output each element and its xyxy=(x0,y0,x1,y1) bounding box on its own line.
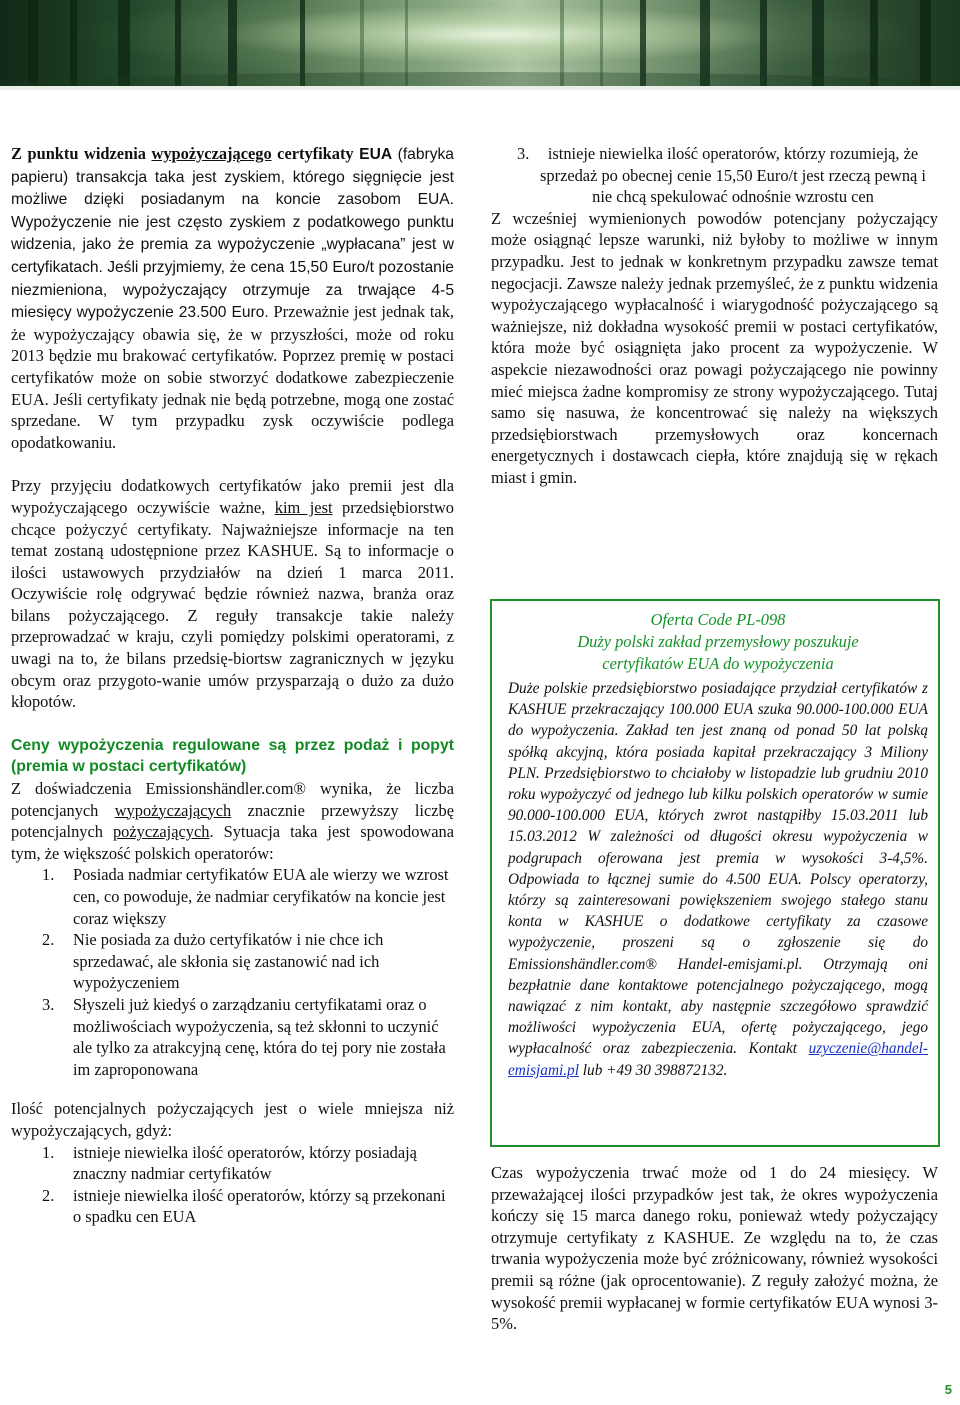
paragraph-text-end: Przeważnie jest jednak tak, że wypożyczający obawia się, że w przyszłości, może od roku 2013 będzie mu brakować certyfikatów. Poprzez premię w postaci certyfikatów może on sobie stworzyć dodatkowe zabezpieczenie EUA. Jeśli certyfikaty jednak nie będą potrzebne, mogą one zostać sprzedane. W tym przypadku zysk oczywiście podlega opodatkowaniu. xyxy=(11,302,454,452)
list-text: istnieje niewielka ilość operatorów, którzy rozumieją, że sprzedaż po obecnej cenie 15,50 Euro/t jest rzeczą pewną i nie chcą spekulować odnośnie wzrostu cen xyxy=(540,144,926,207)
list-item xyxy=(11,1185,454,1228)
paragraph-negotiation: Z wcześniej wymienionych powodów potencjany pożyczający może osiągnąć lepsze warunki, niż byłoby to możliwe w innym przypadku. Jest to jednak w konkretnym przypadku zawsze temat negocjacji. Zawsze należy jednak przemyśleć, że z punktu widzenia wypożyczającego wypłacalność i wiarygodność pożyczającego są ważniejsze, niż dokładna wysokość premii w postaci certyfikatów, która może być osiągnięta jako procent za wypożyczenie. W aspekcie niezawodności oraz powagi pożyczającego nie powinny mieć miejsca żadne kompromisy ze strony wypożyczającego. Tutaj samo się nasuwa, że koncentrować się należy na większych przedsiębiorstwach przemysłowych oraz koncernach energetycznych i dostawcach ciepła, które znajdują się w rękach miast i gmin. xyxy=(491,208,938,487)
offer-text: Duże polskie przedsiębiorstwo posiadające przydział certyfikatów z KASHUE przekraczający 100.000 EUA szuka 90.000-100.000 EUA do wypożyczenia. Zakład ten jest znaną od ponad 50 lat polską spółką akcyjną, która posiada kapitał przekraczający 3 Miliony PLN. Przedsiębiorstwo to chciałoby w listopadzie lub grudniu 2010 roku wypożyczyć od jednego lub kilku polskich operatorów w sumie 90.000-100.000 EUA, których zwrot nastąpiłby 15.03.2011 lub 15.03.2012 W zależności od długości okresu wypożyczenia w podgrupach oferowana jest premia w wysokości 3-4,5%. Odpowiada to łącznej sumie do 4.500 EUA. Polscy operatorzy, którzy są zainteresowani powiększeniem swojego stałego stanu konta w KASHUE o dodatkowe certyfikaty za czasowe wypożyczenie, proszeni są o zgłoszenie się do Emissionshändler.com® Handel-emisjami.pl. Otrzymają oni bezpłatnie dane kontaktowe potencjalnego pożyczającego, mogą nawiązać z nim kontakt, aby następnie szczegółowo sprawdzić możliwości wypożyczenia EUA, ofertę pożyczającego, jego wypłacalność oraz zabezpieczenia. Kontakt xyxy=(508,680,928,1058)
offer-subtitle: Duży polski zakład przemysłowy poszukuje xyxy=(577,632,859,651)
section-heading: Ceny wypożyczenia regulowane są przez podaż i popyt (premia w postaci certyfikatów) xyxy=(11,736,454,776)
forest-banner-image xyxy=(0,0,960,86)
list-number: 1. xyxy=(42,865,55,885)
list-number: 2. xyxy=(42,1185,55,1205)
list-text: Słyszeli już kiedyś o zarządzaniu certyfikatami oraz o możliwościach wypożyczenia, są też skłonni to uczynić ale tylko za atrakcyjną cenę, która do tej pory nie została im zaproponowana xyxy=(73,994,446,1079)
list-text: Nie posiada za dużo certyfikatów i nie chce ich sprzedawać, ale skłonia się zastanowić nad ich wypożyczeniem xyxy=(73,930,384,993)
forest-trees-graphic xyxy=(0,0,960,86)
paragraph-lender-perspective xyxy=(11,143,454,453)
paragraph-borrowers-fewer: Ilość potencjalnych pożyczających jest o wiele mniejsza niż wypożyczających, gdyż: xyxy=(11,1099,454,1140)
borrower-reasons-list xyxy=(11,1142,454,1228)
list-item xyxy=(11,864,454,929)
left-column xyxy=(11,143,454,1228)
paragraph-lending-duration: Czas wypożyczenia trwać może od 1 do 24 miesięcy. W przeważającej ilości przypadków jest tak, że okres wypożyczenia kończy się 15 marca danego roku, ponieważ wtedy pożyczający otrzymuje certyfikaty z KASHUE. Ze względu na to, że czas trwania wypożyczenia może być zróżnicowany, również wysokości premii są różne (jak oprocentowanie). Z reguły założyć można, że wysokość premii wypłacanej w formie certyfikatów EUA wynosi 3-5%. xyxy=(491,1163,938,1334)
underlined-text: wypożyczających xyxy=(114,800,232,820)
paragraph-text: Najważniejsze informacje na ten temat zostaną udostępnione przez KASHUE. Są to informacje o ilości ustawowych przydziałów na dzień 1 marca 2011. Oczywiście rolę odgrywać będzie również nazwa, branża oraz bilans pożyczającego. Z reguły transakcje takie należy przeprowadzać w kraju, czyli pomiędzy polskimi operatorami, z uwagi na to, że bilans przedsię-biortsw zagranicznych w języku obcym oraz przygoto-wanie umów przysparzają o dużo za dużo kłopotów. xyxy=(11,519,454,712)
offer-box xyxy=(490,599,940,1147)
list-item xyxy=(491,143,938,208)
offer-subtitle-2: certyfikatów EUA do wypożyczenia xyxy=(602,654,834,673)
borrower-reasons-list-continued xyxy=(491,143,938,208)
paragraph-text: znacznie przewyższy liczbę potencjalnych xyxy=(11,800,454,842)
offer-email-link[interactable]: uzyczenie@handel-emisjami.pl xyxy=(508,1040,929,1079)
offer-title: Oferta Code PL-098 xyxy=(650,610,786,629)
offer-phone: lub +49 30 398872132. xyxy=(582,1061,728,1079)
offer-body xyxy=(508,678,928,1081)
lead-eua: EUA xyxy=(359,146,393,163)
list-number: 1. xyxy=(42,1142,55,1162)
list-item xyxy=(11,994,454,1080)
underlined-text: kim jest xyxy=(274,497,333,517)
lead-text-2: certyfikaty xyxy=(277,144,354,163)
operator-reasons-list xyxy=(11,864,454,1080)
paragraph-text-price: Jeśli przyjmiemy, że cena 15,50 Euro/t pozostanie niezmieniona, wypożyczający otrzymuje za trwające 4-5 miesięcy wypożyczenie 23.500 Euro. xyxy=(11,258,454,322)
banner-divider xyxy=(0,86,960,90)
list-number: 3. xyxy=(517,144,530,163)
list-item xyxy=(11,1142,454,1185)
paragraph-additional-certificates xyxy=(11,475,454,713)
paragraph-text: Przy przyjęciu dodatkowych certyfikatów jako premii jest dla wypożyczającego oczywiście ważne, xyxy=(11,476,454,517)
underlined-text: pożyczających xyxy=(112,822,210,842)
list-number: 3. xyxy=(42,994,55,1014)
list-text: istnieje niewielka ilość operatorów, którzy posiadają znaczny nadmiar certyfikatów xyxy=(73,1142,417,1184)
lead-text: Z punktu widzenia xyxy=(11,144,146,163)
list-number: 2. xyxy=(42,930,55,950)
lead-underlined: wypożyczającego xyxy=(151,144,272,163)
paragraph-text: . Sytuacja taka jest spowodowana tym, że większość polskich operatorów: xyxy=(11,822,454,863)
paragraph-text: przedsiębiorstwo chcące pożyczyć certyfikaty. xyxy=(11,497,454,539)
paragraph-text: (fabryka papieru) transakcja taka jest zyskiem, którego sięgnięcie jest możliwe dzięki posiadanym na koncie zasobom EUA. Wypożyczenie nie jest często zyskiem z podatkowego punktu widzenia, jako że premia za wypożyczenie „wypłacana” jest w certyfikatach. xyxy=(11,146,454,276)
list-item xyxy=(11,929,454,994)
page-number: 5 xyxy=(944,1382,952,1397)
paragraph-text: Z doświadczenia Emissionshändler.com® wynika, że liczba potencjanych xyxy=(11,779,454,820)
right-column xyxy=(491,143,938,489)
list-text: Posiada nadmiar certyfikatów EUA ale wierzy we wzrost cen, co powoduje, że nadmiar ceryfikatów na koncie jest coraz większy xyxy=(73,865,449,928)
list-text: istnieje niewielka ilość operatorów, którzy są przekonani o spadku cen EUA xyxy=(73,1185,446,1227)
paragraph-supply-demand xyxy=(11,778,454,864)
